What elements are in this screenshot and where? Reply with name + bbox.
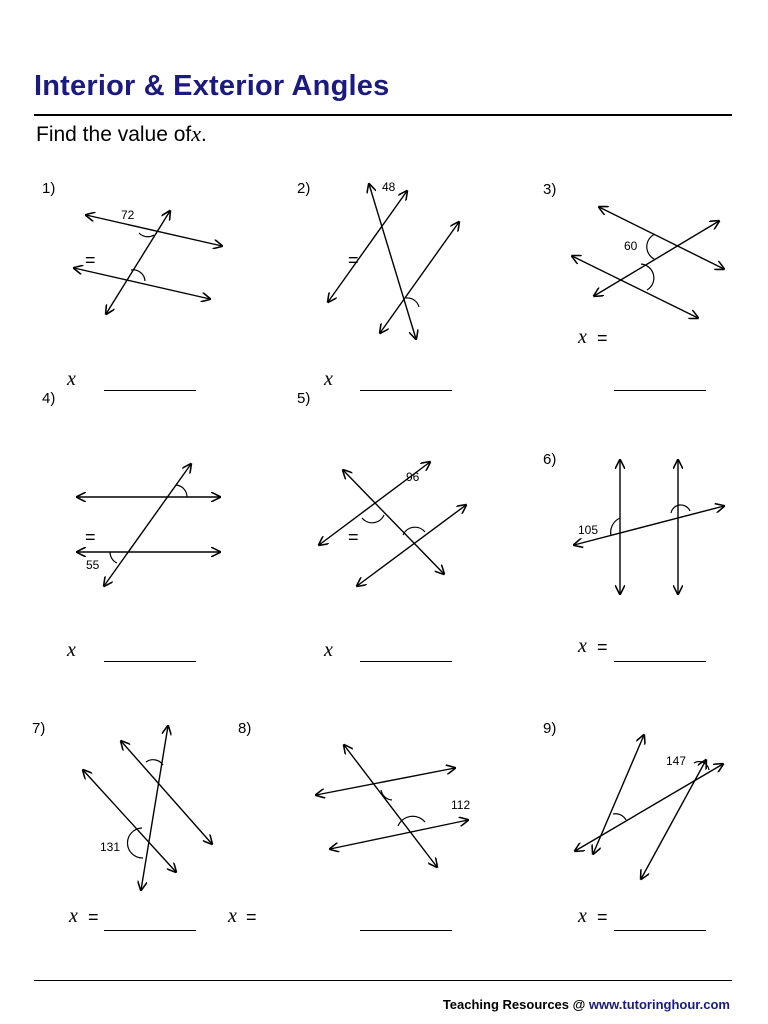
answer-variable-3: x — [578, 326, 587, 348]
answer-variable-1: x — [67, 368, 76, 390]
worksheet-title: Interior & Exterior Angles — [34, 70, 390, 102]
line-1a — [86, 215, 222, 246]
stray-equals-1: = — [85, 250, 96, 270]
angle-label-9: 147 — [666, 754, 687, 768]
line-1b — [74, 268, 210, 299]
answer-variable-9: x — [578, 905, 587, 927]
angle-label-7: 131 — [100, 840, 121, 854]
line-8a — [316, 768, 455, 795]
stray-equals-4: = — [85, 527, 96, 547]
angle-label-2: 48 — [382, 180, 396, 194]
answer-blank-9[interactable] — [614, 930, 706, 931]
problem-number-3: 3) — [543, 181, 557, 198]
problem-number-6: 6) — [543, 451, 557, 468]
answer-variable-2: x — [324, 368, 333, 390]
line-3a — [599, 207, 724, 269]
transversal-7 — [141, 726, 168, 890]
answer-equals-8: = — [246, 907, 257, 927]
footer-prefix: Teaching Resources @ — [442, 997, 586, 1012]
transversal-8 — [344, 745, 437, 867]
answer-blank-6[interactable] — [614, 661, 706, 662]
line-7b — [121, 741, 212, 844]
angle-arc-4a — [176, 485, 187, 497]
instruction-variable: x — [191, 121, 202, 146]
diagram-3 — [572, 207, 724, 318]
answer-equals-7: = — [88, 907, 99, 927]
angle-label-5: 96 — [406, 470, 420, 484]
problem-number-9: 9) — [543, 720, 557, 737]
problem-number-7: 7) — [32, 720, 46, 737]
problem-number-1: 1) — [42, 180, 56, 197]
answer-variable-6: x — [578, 635, 587, 657]
transversal-9 — [575, 764, 723, 851]
instruction-end: . — [201, 123, 207, 146]
problem-number-8: 8) — [238, 720, 252, 737]
line-3b — [572, 256, 698, 318]
line-9b — [641, 760, 706, 879]
diagram-6 — [574, 460, 724, 594]
angle-arc-2 — [406, 298, 419, 307]
angle-label-6: 105 — [578, 523, 599, 537]
answer-blank-4[interactable] — [104, 661, 196, 662]
problem-number-5: 5) — [297, 390, 311, 407]
angle-arc-1a — [139, 233, 154, 237]
answer-variable-8: x — [228, 905, 237, 927]
answer-blank-5[interactable] — [360, 661, 452, 662]
diagram-4 — [77, 464, 220, 586]
angle-arc-5b — [403, 527, 425, 535]
answer-variable-5: x — [324, 639, 333, 661]
answer-blank-3[interactable] — [614, 390, 706, 391]
angle-label-3: 60 — [624, 239, 638, 253]
diagram-8 — [316, 745, 470, 867]
angle-label-4: 55 — [86, 558, 100, 572]
footer — [443, 997, 730, 1012]
answer-equals-9: = — [597, 907, 608, 927]
answer-equals-6: = — [597, 637, 608, 657]
angle-arc-3a — [647, 234, 655, 259]
transversal-4 — [104, 464, 191, 586]
angle-arc-9a — [613, 814, 626, 820]
angle-label-1: 72 — [121, 208, 135, 222]
angle-arc-7a — [146, 760, 163, 765]
answer-blank-1[interactable] — [104, 390, 196, 391]
answer-blank-8[interactable] — [360, 930, 452, 931]
transversal-3 — [594, 221, 719, 296]
problem-number-2: 2) — [297, 180, 311, 197]
line-5b — [357, 505, 466, 586]
answer-equals-3: = — [597, 328, 608, 348]
answer-blank-7[interactable] — [104, 930, 196, 931]
angle-label-8: 112 — [451, 798, 471, 812]
diagram-9 — [575, 735, 723, 879]
line-7a — [83, 770, 176, 872]
answer-variable-4: x — [67, 639, 76, 661]
diagram-7 — [83, 726, 212, 890]
answer-blank-2[interactable] — [360, 390, 452, 391]
diagram-5 — [319, 462, 466, 586]
problem-number-4: 4) — [42, 390, 56, 407]
line-2b — [380, 222, 459, 333]
angle-arc-6b — [671, 505, 690, 513]
angle-arc-4b — [110, 552, 117, 563]
stray-equals-2: = — [348, 250, 359, 270]
line-2a — [328, 191, 407, 302]
angle-arc-3b — [641, 264, 654, 290]
footer-site-link[interactable]: www.tutoringhour.com — [588, 997, 730, 1012]
stray-equals-5: = — [348, 527, 359, 547]
answer-variable-7: x — [69, 905, 78, 927]
footer-divider — [34, 980, 732, 981]
diagram-1 — [74, 208, 222, 314]
instruction-text: Find the value of — [36, 123, 192, 146]
angle-arc-8a — [381, 790, 392, 800]
angle-arc-5a — [362, 515, 384, 523]
